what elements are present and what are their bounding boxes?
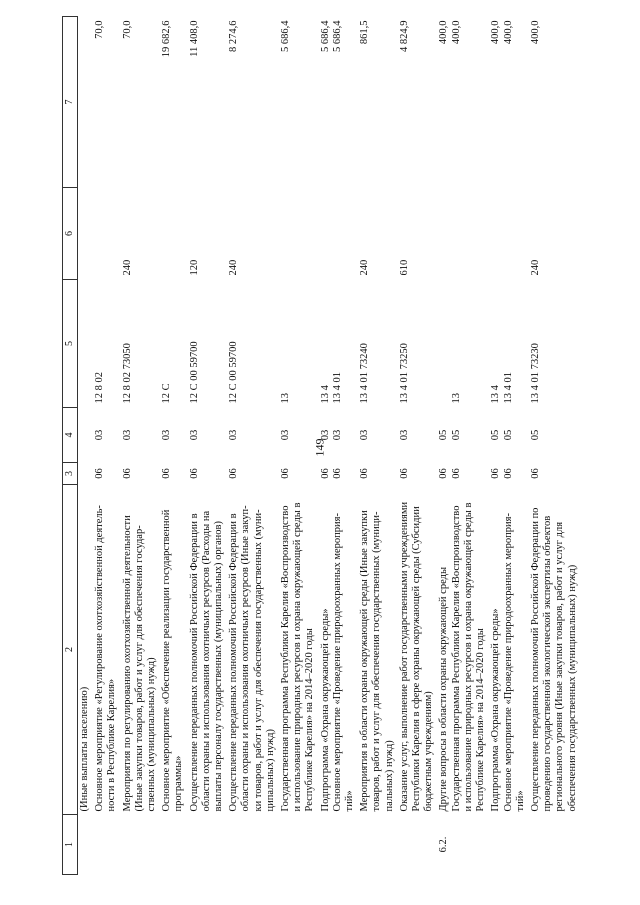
header-row — [63, 17, 78, 875]
table-row — [279, 17, 319, 875]
row-number — [489, 815, 529, 875]
row-name-line: Основное мероприятие «Регулирование охотхозяйственной деятель- — [94, 505, 106, 812]
table-row — [489, 17, 529, 875]
row-target-article-value: 13 4 — [319, 385, 331, 404]
row-name-line: ственных (муниципальных) нужд) — [146, 657, 158, 812]
row-expense-type — [398, 188, 438, 280]
header-col-7: 7 — [63, 17, 78, 188]
row-name-line: регионального уровня (Иные закупки товаров, работ и услуг для — [554, 521, 566, 812]
row-target-article-value: 13 — [280, 393, 292, 404]
row-target-article-value: 12 С 00 59700 — [228, 341, 240, 404]
row-expense-type — [78, 188, 94, 280]
row-section — [398, 463, 438, 485]
row-expense-type — [160, 188, 187, 280]
row-expense-type-value — [451, 191, 463, 276]
row-name-line: Основное мероприятие «Проведение природоохранных мероприя- — [502, 513, 514, 812]
row-target-article-value: 12 С — [161, 383, 173, 404]
row-number — [529, 815, 581, 875]
row-subsection-value: 03 — [398, 429, 410, 441]
table-row — [398, 17, 438, 875]
row-number — [279, 815, 319, 875]
row-subsection — [93, 408, 120, 463]
row-target-article — [319, 280, 359, 408]
row-target-article-value: 12 С 00 59700 — [188, 341, 200, 404]
row-section-value: 06 — [319, 468, 331, 479]
row-expense-type-value: 610 — [398, 259, 410, 276]
row-name-line: ципальных) нужд) — [264, 728, 276, 812]
row-expense-type — [358, 188, 398, 280]
row-expense-type — [489, 188, 529, 280]
header-col-3: 3 — [63, 463, 78, 485]
row-name-line: Основное мероприятие «Проведение природоохранных мероприя- — [331, 513, 343, 812]
row-target-article-value: 13 4 — [490, 385, 502, 404]
row-section-value: 06 — [188, 468, 200, 479]
row-name-line: Другие вопросы в области охраны окружающей среды — [438, 567, 450, 812]
row-expense-type-value: 240 — [359, 259, 371, 276]
row-number — [398, 815, 438, 875]
row-name — [319, 485, 359, 815]
row-name — [227, 485, 279, 815]
header-col-5: 5 — [63, 280, 78, 408]
row-subsection-value: 05 — [529, 429, 541, 441]
row-target-article — [121, 280, 161, 408]
row-name-line: Подпрограмма «Охрана окружающей среды» — [319, 608, 331, 812]
table-row — [93, 17, 120, 875]
row-amount-value: 70,0 — [121, 20, 133, 39]
row-expense-type-value — [438, 191, 450, 276]
row-amount-value: 861,5 — [359, 20, 371, 45]
row-subsection — [437, 408, 489, 463]
row-name — [529, 485, 581, 815]
row-name-line: пальных) нужд) — [383, 740, 395, 812]
row-section-value: 06 — [359, 468, 371, 479]
row-expense-type — [93, 188, 120, 280]
row-amount-value: 400,0 — [529, 20, 541, 45]
row-subsection-value: 05 — [490, 429, 502, 441]
row-section — [358, 463, 398, 485]
row-expense-type — [319, 188, 359, 280]
row-name-line: Осуществление переданных полномочий Российской Федерации по — [529, 507, 541, 812]
row-amount — [319, 17, 359, 188]
row-expense-type-value — [280, 191, 292, 276]
row-name-line: тий» — [344, 790, 356, 812]
row-subsection-value: 03 — [228, 429, 240, 441]
row-target-article-value: 13 4 01 73240 — [359, 343, 371, 404]
row-name — [160, 485, 187, 815]
row-subsection — [227, 408, 279, 463]
row-section-value: 06 — [161, 468, 173, 479]
row-section — [279, 463, 319, 485]
row-section — [227, 463, 279, 485]
table-row — [227, 17, 279, 875]
row-number — [78, 815, 94, 875]
row-subsection — [78, 408, 94, 463]
row-name — [78, 485, 94, 815]
row-target-article — [358, 280, 398, 408]
row-name — [489, 485, 529, 815]
table-row — [319, 17, 359, 875]
row-subsection — [121, 408, 161, 463]
row-section-value: 06 — [529, 468, 541, 479]
header-col-2: 2 — [63, 485, 78, 815]
row-section-value: 06 — [502, 468, 514, 479]
row-expense-type — [121, 188, 161, 280]
row-section — [529, 463, 581, 485]
row-target-article-value: 13 4 01 — [331, 372, 343, 404]
row-amount — [279, 17, 319, 188]
row-section-value: 06 — [450, 468, 462, 479]
row-section — [188, 463, 228, 485]
row-amount-value: 5 686,4 — [280, 20, 292, 52]
row-amount-value: 19 682,6 — [161, 20, 173, 58]
row-subsection-value: 05 — [502, 429, 514, 441]
row-target-article-value — [79, 283, 91, 404]
row-name — [279, 485, 319, 815]
row-name-line: и использование природных ресурсов и охрана окружающей среды в — [462, 502, 474, 812]
row-name-line: области охраны и использования охотничьих ресурсов (Расходы на — [200, 510, 212, 812]
row-subsection — [529, 408, 581, 463]
row-amount — [489, 17, 529, 188]
row-expense-type-value — [332, 191, 344, 276]
row-name-line: Оказание услуг, выполнение работ государственными учреждениями — [398, 501, 410, 812]
row-name-line: области охраны и использования охотничьих ресурсов (Иные закуп- — [240, 505, 252, 812]
row-subsection — [319, 408, 359, 463]
row-target-article-value: 12 8 02 — [94, 372, 106, 404]
row-amount — [529, 17, 581, 188]
row-name-line: ки товаров, работ и услуг для обеспечения государственных (муни- — [252, 509, 264, 812]
row-expense-type-value — [320, 191, 332, 276]
row-subsection-value: 03 — [359, 429, 371, 441]
row-amount-value — [79, 21, 91, 185]
row-name-line: Государственная программа Республики Карелия «Воспроизводство — [450, 505, 462, 812]
row-section-value: 06 — [121, 468, 133, 479]
table-row — [160, 17, 187, 875]
row-name — [121, 485, 161, 815]
row-amount-value: 70,0 — [94, 20, 106, 39]
table-row — [437, 17, 489, 875]
row-section-value: 06 — [398, 468, 410, 479]
row-number — [319, 815, 359, 875]
row-name — [358, 485, 398, 815]
row-amount — [437, 17, 489, 188]
row-subsection-value: 03 — [319, 429, 331, 441]
row-section — [160, 463, 187, 485]
row-section — [319, 463, 359, 485]
row-name-line: Мероприятия в области охраны окружающей среды (Иные закупки — [359, 510, 371, 812]
row-expense-type-value: 240 — [228, 259, 240, 276]
row-expense-type-value — [503, 191, 515, 276]
row-expense-type — [437, 188, 489, 280]
row-subsection-value: 03 — [121, 429, 133, 441]
row-expense-type-value — [94, 191, 106, 276]
row-name-line: Республике Карелия» на 2014–2020 годы — [304, 628, 316, 812]
row-amount — [398, 17, 438, 188]
row-target-article — [489, 280, 529, 408]
row-name-line: Подпрограмма «Охрана окружающей среды» — [490, 608, 502, 812]
table-row — [358, 17, 398, 875]
row-name — [188, 485, 228, 815]
row-subsection-value: 05 — [438, 429, 450, 441]
row-expense-type — [529, 188, 581, 280]
row-subsection-value: 05 — [450, 429, 462, 441]
row-section — [489, 463, 529, 485]
row-subsection-value: 03 — [94, 429, 106, 441]
row-name-line: программы» — [173, 755, 185, 812]
table-row — [188, 17, 228, 875]
row-target-article — [93, 280, 120, 408]
row-name-line: тий» — [514, 790, 526, 812]
row-amount — [227, 17, 279, 188]
row-name-line: Осуществление переданных полномочий Российской Федерации в — [188, 513, 200, 812]
row-name-line: товаров, работ и услуг для обеспечения государственных (муници- — [371, 511, 383, 812]
row-expense-type — [279, 188, 319, 280]
row-target-article-value: 13 — [450, 393, 462, 404]
row-section — [78, 463, 94, 485]
row-subsection — [398, 408, 438, 463]
row-target-article-value: 13 4 01 — [502, 372, 514, 404]
row-target-article — [437, 280, 489, 408]
row-section-value: 06 — [280, 468, 292, 479]
row-amount-value: 11 408,0 — [188, 20, 200, 57]
row-target-article — [78, 280, 94, 408]
row-number — [160, 815, 187, 875]
row-subsection — [358, 408, 398, 463]
row-amount-value: 400,0 — [490, 20, 502, 45]
row-name — [398, 485, 438, 815]
row-target-article — [188, 280, 228, 408]
row-number — [227, 815, 279, 875]
row-subsection — [160, 408, 187, 463]
row-target-article — [529, 280, 581, 408]
row-amount-value: 4 824,9 — [398, 20, 410, 52]
row-amount — [358, 17, 398, 188]
row-expense-type — [227, 188, 279, 280]
row-amount-value: 5 686,4 — [319, 20, 331, 52]
row-number: 6.2. — [438, 836, 450, 853]
table-row — [121, 17, 161, 875]
row-subsection-value: 03 — [161, 429, 173, 441]
row-section — [437, 463, 489, 485]
row-subsection — [188, 408, 228, 463]
row-target-article — [160, 280, 187, 408]
row-name-line: Республики Карелия в сфере охраны окружающей среды (Субсидии — [411, 506, 423, 812]
row-subsection-value: 03 — [280, 429, 292, 441]
row-name-line: Основное мероприятие «Обеспечение реализации государственной — [161, 509, 173, 812]
row-name — [93, 485, 120, 815]
row-amount-value: 8 274,6 — [228, 20, 240, 52]
row-number — [188, 815, 228, 875]
row-target-article — [227, 280, 279, 408]
row-name-line: и использование природных ресурсов и охрана окружающей среды в — [292, 502, 304, 812]
row-target-article-value: 12 8 02 73050 — [121, 343, 133, 404]
row-expense-type — [188, 188, 228, 280]
row-section — [121, 463, 161, 485]
row-section-value — [79, 466, 91, 482]
row-name-line: проведению государственной экологической экспертизы объектов — [542, 515, 554, 812]
row-expense-type-value — [79, 191, 91, 276]
row-amount-value: 5 686,4 — [331, 20, 343, 52]
row-amount — [93, 17, 120, 188]
row-subsection-value — [79, 411, 91, 460]
row-name-line: обеспечения государственных (муниципальных) нужд) — [566, 564, 578, 812]
header-col-1: 1 — [63, 815, 78, 875]
row-amount-value: 400,0 — [450, 20, 462, 45]
row-target-article — [279, 280, 319, 408]
table-row — [529, 17, 581, 875]
row-name-line: (Иные закупки товаров, работ и услуг для обеспечения государ- — [133, 525, 145, 812]
row-subsection — [279, 408, 319, 463]
row-amount-value: 400,0 — [438, 20, 450, 45]
row-number — [93, 815, 120, 875]
page-number: 149 — [312, 438, 327, 457]
row-section-value: 06 — [94, 468, 106, 479]
row-subsection — [489, 408, 529, 463]
table-row — [78, 17, 94, 875]
row-name-line: Республике Карелия» на 2014–2020 годы — [475, 628, 487, 812]
row-section-value: 06 — [331, 468, 343, 479]
row-target-article-value: 13 4 01 73250 — [398, 343, 410, 404]
row-section — [93, 463, 120, 485]
row-number — [121, 815, 161, 875]
row-expense-type-value: 240 — [121, 259, 133, 276]
row-name-line: Государственная программа Республики Карелия «Воспроизводство — [280, 505, 292, 812]
row-target-article-value — [438, 283, 450, 404]
row-section-value: 06 — [490, 468, 502, 479]
row-subsection-value: 03 — [188, 429, 200, 441]
row-amount-value: 400,0 — [502, 20, 514, 45]
row-name-line: (Иные выплаты населению) — [79, 686, 90, 812]
header-col-6: 6 — [63, 188, 78, 280]
row-name-line: Осуществление переданных полномочий Российской Федерации в — [228, 513, 240, 812]
row-amount — [160, 17, 187, 188]
row-name-line: выплаты персоналу государственных (муниципальных) органов) — [213, 521, 225, 812]
row-number — [358, 815, 398, 875]
header-col-4: 4 — [63, 408, 78, 463]
row-amount — [78, 17, 94, 188]
row-expense-type-value — [490, 191, 502, 276]
row-section-value: 06 — [438, 468, 450, 479]
row-expense-type-value: 120 — [188, 259, 200, 276]
row-amount — [121, 17, 161, 188]
row-amount — [188, 17, 228, 188]
row-name — [437, 485, 489, 815]
row-name-line: бюджетным учреждениям) — [423, 691, 435, 812]
budget-table — [62, 16, 581, 875]
row-target-article — [398, 280, 438, 408]
row-name-line: ности в Республике Карелия» — [106, 678, 118, 812]
row-target-article-value: 13 4 01 73230 — [529, 343, 541, 404]
row-subsection-value: 03 — [331, 429, 343, 441]
row-expense-type-value — [161, 191, 173, 276]
row-expense-type-value: 240 — [529, 259, 541, 276]
row-section-value: 06 — [228, 468, 240, 479]
row-name-line: Мероприятия по регулированию охотхозяйственной деятельности — [121, 515, 133, 812]
